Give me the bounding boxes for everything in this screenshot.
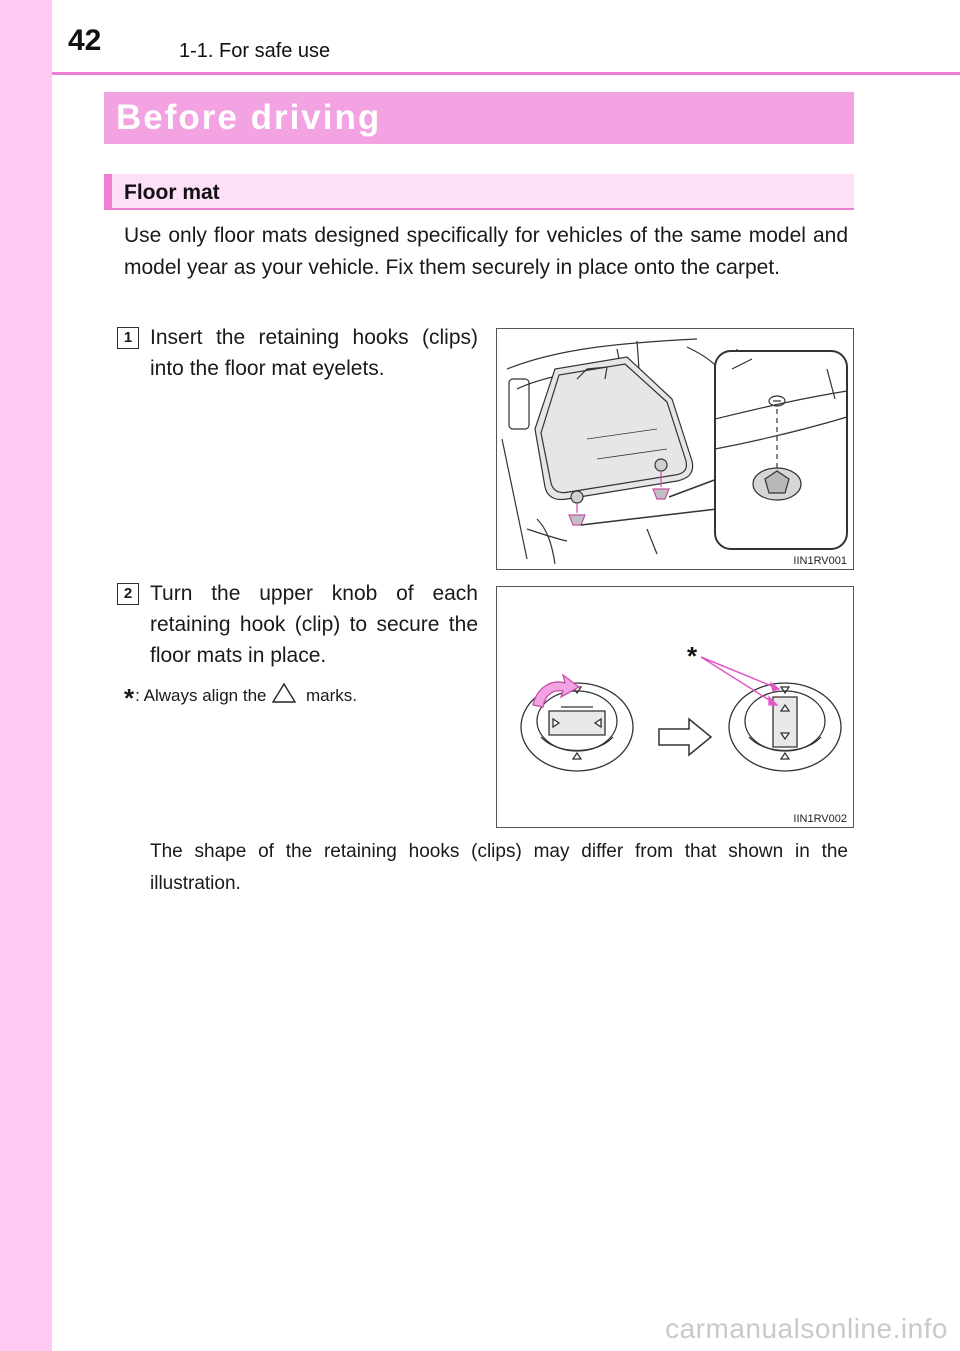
intro-paragraph: Use only floor mats designed specifically for vehicles of the same model and model year as your vehicle. Fix them securely in place onto the carpet. [124, 224, 848, 279]
step-number-2: 2 [117, 583, 139, 605]
figure-id-2: IIN1RV002 [793, 813, 847, 825]
figure-asterisk: * [687, 641, 698, 671]
footer-watermark: carmanualsonline.info [665, 1313, 948, 1344]
page-title: Before driving [116, 98, 382, 137]
triangle-mark-icon [271, 682, 301, 711]
floor-mat-illustration [497, 329, 853, 569]
step-number-1: 1 [117, 327, 139, 349]
turn-knob-illustration [497, 587, 853, 827]
step-text-2: Turn the upper knob of each retaining hook (clip) to secure the floor mats in place. [150, 582, 478, 667]
note-prefix: : Always align the [135, 685, 267, 705]
figure-turn-knob [496, 586, 854, 828]
shape-note: The shape of the retaining hooks (clips) may differ from that shown in the illustration. [150, 841, 848, 894]
step-text-1: Insert the retaining hooks (clips) into the floor mat eyelets. [150, 326, 478, 380]
header-rule [52, 72, 960, 75]
note-asterisk: * [124, 682, 135, 713]
subsection-accent-bar [104, 174, 112, 210]
page-sidebar [0, 0, 52, 1351]
alignment-note [124, 682, 357, 711]
page-number: 42 [68, 24, 102, 57]
note-suffix: marks. [305, 685, 357, 705]
figure-floor-mat-hooks [496, 328, 854, 570]
figure-id-1: IIN1RV001 [793, 555, 847, 567]
subsection-title: Floor mat [124, 181, 220, 204]
section-label: 1-1. For safe use [179, 40, 331, 62]
